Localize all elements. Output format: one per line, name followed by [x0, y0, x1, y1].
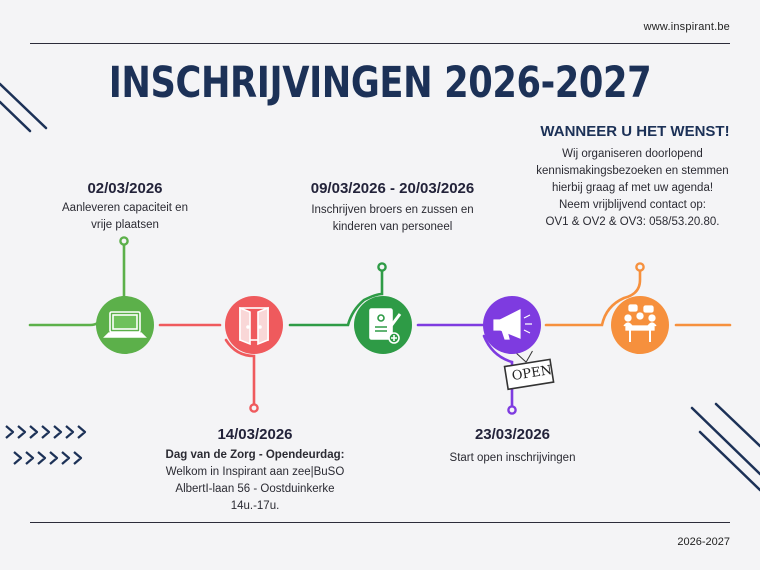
milestone-4-desc: Start open inschrijvingen [449, 452, 576, 464]
node-3 [354, 296, 412, 354]
milestone-2-desc: Dag van de Zorg - Opendeurdag: Welkom in Inspirant aan zee|BuSO AlbertI-laan 56 - Oostduinkerke 14u.-17u. [165, 449, 345, 512]
milestone-4-date: 23/03/2026 [474, 426, 551, 443]
node-5 [611, 296, 669, 354]
milestone-5-desc: Wij organiseren doorlopend kennismakingsbezoeken en stemmen hierbij graag af met uw agenda! Neem vrijblijvend contact op: OV1 & OV2 & OV3: 058/53.20.80. [536, 148, 729, 228]
milestone-1-date: 02/03/2026 [87, 180, 163, 197]
node-2 [225, 296, 283, 354]
website-url[interactable]: www.inspirant.be [643, 21, 730, 33]
node-4 [483, 296, 541, 354]
open-sign-label: OPEN [510, 362, 554, 385]
chevrons-icon [6, 426, 85, 464]
milestone-3-date: 09/03/2026 - 20/03/2026 [310, 180, 475, 197]
bottom-divider [30, 522, 730, 523]
page-title: INSCHRIJVINGEN 2026-2027 [108, 58, 652, 108]
milestone-3-desc: Inschrijven broers en zussen en kinderen van personeel [311, 204, 474, 233]
milestone-5-title: WANNEER U HET WENST! [540, 123, 730, 140]
milestone-2-date: 14/03/2026 [217, 426, 293, 443]
node-1 [96, 296, 154, 354]
milestone-1-desc: Aanleveren capaciteit en vrije plaatsen [62, 202, 188, 231]
footer-year: 2026-2027 [677, 536, 730, 548]
